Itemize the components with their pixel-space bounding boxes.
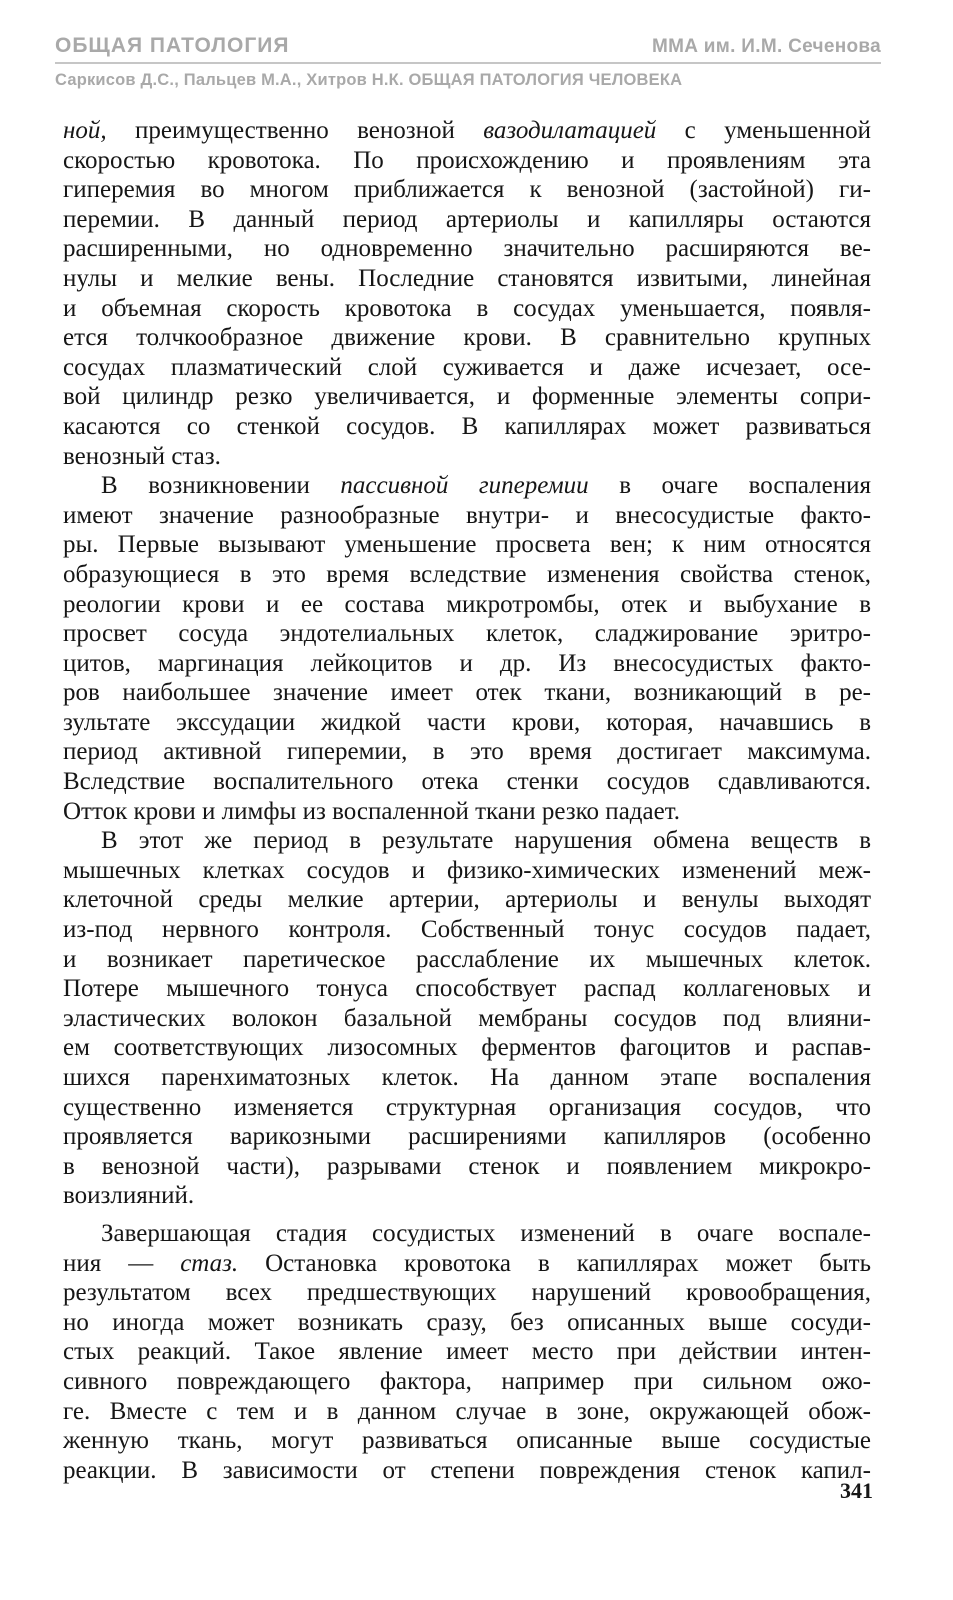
text-line: образующиеся в это время вследствие изменения свойства стенок, bbox=[63, 560, 871, 588]
paragraph-1 bbox=[63, 116, 871, 471]
text-line: ния — стаз. Остановка кровотока в капиллярах может быть bbox=[63, 1249, 871, 1277]
text-line: шихся паренхиматозных клеток. На данном этапе воспаления bbox=[63, 1064, 871, 1091]
text-line: скоростью кровотока. По происхождению и проявлениям эта bbox=[63, 146, 871, 174]
text-line: касаются со стенкой сосудов. В капиллярах может развиваться bbox=[63, 412, 871, 440]
paragraph-4 bbox=[63, 1219, 871, 1485]
text-line: зультате экссудации жидкой части крови, которая, начавшись в bbox=[63, 708, 871, 736]
header-row bbox=[55, 34, 881, 64]
italic-term: стаз. bbox=[180, 1249, 239, 1277]
text-line: Вследствие воспалительного отека стенки сосудов сдавливаются. bbox=[63, 768, 871, 796]
text-line: клеточной среды мелкие артерии, артериолы и венулы выходят bbox=[63, 886, 871, 914]
italic-term: вазодилатацией bbox=[483, 117, 657, 144]
text-line: вой цилиндр резко увеличивается, и форменные элементы сопри- bbox=[63, 383, 871, 411]
text-line: цитов, маргинация лейкоцитов и др. Из внесосудистых факто- bbox=[63, 649, 871, 677]
text-line: Завершающая стадия сосудистых изменений в очаге воспале- bbox=[101, 1219, 871, 1247]
text-line: существенно изменяется структурная организация сосудов, что bbox=[63, 1093, 871, 1121]
header-section-title: ОБЩАЯ ПАТОЛОГИЯ bbox=[55, 34, 290, 57]
italic-term: пассивной гиперемии bbox=[340, 472, 589, 500]
text-line: из-под нервного контроля. Собственный тонус сосудов падает, bbox=[63, 916, 871, 944]
body-text bbox=[63, 116, 871, 1485]
text-line: Потере мышечного тонуса способствует распад коллагеновых и bbox=[63, 975, 871, 1003]
text-line: ной, преимущественно венозной вазодилатацией с уменьшенной bbox=[63, 117, 871, 144]
text-line: но иногда может возникать сразу, без описанных выше сосуди- bbox=[63, 1308, 871, 1336]
text-line: просвет сосуда эндотелиальных клеток, сладжирование эритро- bbox=[63, 620, 871, 648]
text-line: расширенными, но одновременно значительно расширяются ве- bbox=[63, 235, 871, 263]
text-line: результатом всех предшествующих нарушений кровообращения, bbox=[63, 1279, 871, 1307]
header-institution: ММА им. И.М. Сеченова bbox=[651, 36, 881, 57]
text-line: ется толчкообразное движение крови. В сравнительно крупных bbox=[63, 324, 871, 352]
text-line: В возникновении пассивной гиперемии в очаге воспаления bbox=[101, 472, 871, 500]
italic-term: ной, bbox=[63, 117, 107, 144]
text-line: женную ткань, могут развиваться описанные выше сосудистые bbox=[63, 1427, 871, 1455]
text-line: В этот же период в результате нарушения обмена веществ в bbox=[101, 827, 871, 855]
text-line: ге. Вместе с тем и в данном случае в зоне, окружающей обож- bbox=[63, 1397, 871, 1425]
text-line: и возникает паретическое расслабление их мышечных клеток. bbox=[63, 945, 871, 973]
paragraph-2 bbox=[63, 471, 871, 826]
text-line: Отток крови и лимфы из воспаленной ткани резко падает. bbox=[63, 797, 680, 825]
text-line: ем соответствующих лизосомных ферментов фагоцитов и распав- bbox=[63, 1034, 871, 1062]
text-line: нулы и мелкие вены. Последние становятся извитыми, линейная bbox=[63, 264, 871, 292]
text-line: период активной гиперемии, в это время достигает максимума. bbox=[63, 738, 871, 766]
paragraph-3 bbox=[63, 826, 871, 1211]
text-line: в венозной части), разрывами стенок и появлением микрокро- bbox=[63, 1152, 871, 1180]
page-number: 341 bbox=[840, 1478, 873, 1503]
text-line: реакции. В зависимости от степени повреждения стенок капил- bbox=[63, 1456, 871, 1484]
text-line: имеют значение разнообразные внутри- и внесосудистые факто- bbox=[63, 501, 871, 529]
text-line: сивного повреждающего фактора, например при сильном ожо- bbox=[63, 1367, 871, 1395]
text-line: мышечных клетках сосудов и физико-химических изменений меж- bbox=[63, 856, 871, 884]
text-line: эластических волокон базальной мембраны сосудов под влияни- bbox=[63, 1004, 871, 1032]
header-book-citation: Саркисов Д.С., Пальцев М.А., Хитров Н.К. ОБЩАЯ ПАТОЛОГИЯ ЧЕЛОВЕКА bbox=[55, 71, 683, 89]
paragraph-gap bbox=[63, 1211, 871, 1219]
text-line: сосудах плазматический слой суживается и даже исчезает, осе- bbox=[63, 353, 871, 381]
text-line: проявляется варикозными расширениями капилляров (особенно bbox=[63, 1123, 871, 1151]
text-line: гиперемия во многом приближается к венозной (застойной) ги- bbox=[63, 176, 871, 204]
text-line: воизлияний. bbox=[63, 1182, 195, 1210]
text-line: перемии. В данный период артериолы и капилляры остаются bbox=[63, 205, 871, 233]
running-header bbox=[55, 34, 881, 90]
text-line: ры. Первые вызывают уменьшение просвета вен; к ним относятся bbox=[63, 531, 871, 559]
text-line: реологии крови и ее состава микротромбы, отек и выбухание в bbox=[63, 590, 871, 618]
text-line: венозный стаз. bbox=[63, 442, 221, 470]
text-line: ров наибольшее значение имеет отек ткани, возникающий в ре- bbox=[63, 679, 871, 707]
text-line: и объемная скорость кровотока в сосудах уменьшается, появля- bbox=[63, 294, 871, 322]
text-line: стых реакций. Такое явление имеет место при действии интен- bbox=[63, 1338, 871, 1366]
